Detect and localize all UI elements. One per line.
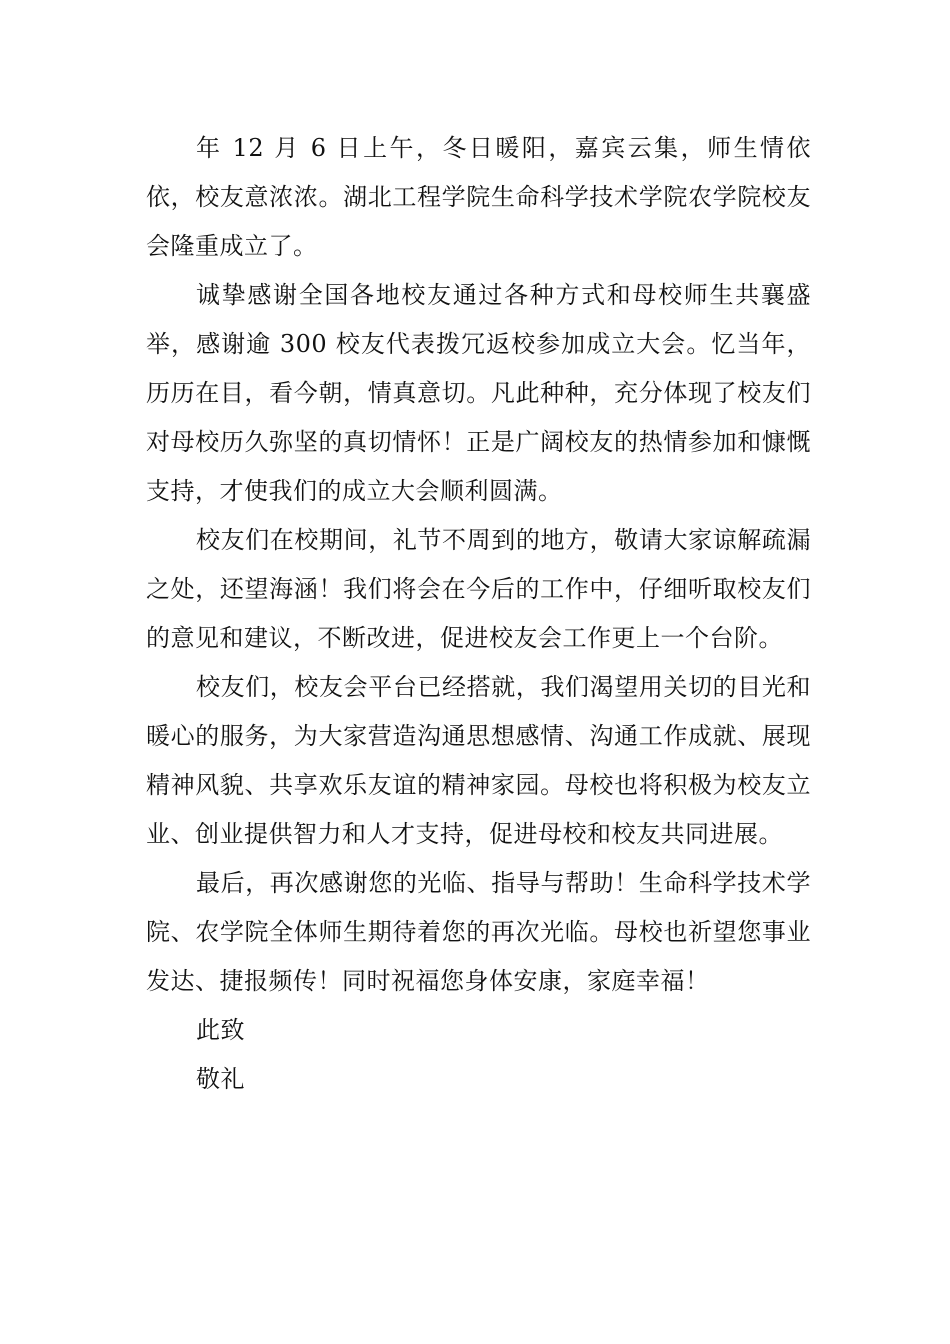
letter-body (146, 124, 811, 1104)
closing-salutation: 此致 (196, 1016, 245, 1044)
paragraph-2: 诚挚感谢全国各地校友通过各种方式和母校师生共襄盛举，感谢逾 300 校友代表拨冗返校参加成立大会。忆当年，历历在目，看今朝，情真意切。凡此种种，充分体现了校友们对母校历久弥坚的真切情怀！正是广阔校友的热情参加和慷慨支持，才使我们的成立大会顺利圆满。 (146, 281, 811, 505)
paragraph-4: 校友们，校友会平台已经搭就，我们渴望用关切的目光和暖心的服务，为大家营造沟通思想感情、沟通工作成就、展现精神风貌、共享欢乐友谊的精神家园。母校也将积极为校友立业、创业提供智力和人才支持，促进母校和校友共同进展。 (146, 673, 811, 848)
paragraph-5: 最后，再次感谢您的光临、指导与帮助！生命科学技术学院、农学院全体师生期待着您的再次光临。母校也祈望您事业发达、捷报频传！同时祝福您身体安康，家庭幸福！ (146, 869, 811, 995)
closing-regards: 敬礼 (196, 1065, 245, 1093)
paragraph-3: 校友们在校期间，礼节不周到的地方，敬请大家谅解疏漏之处，还望海涵！我们将会在今后的工作中，仔细听取校友们的意见和建议，不断改进，促进校友会工作更上一个台阶。 (146, 526, 811, 652)
paragraph-1: 年 12 月 6 日上午，冬日暖阳，嘉宾云集，师生情依依，校友意浓浓。湖北工程学院生命科学技术学院农学院校友会隆重成立了。 (146, 134, 811, 260)
